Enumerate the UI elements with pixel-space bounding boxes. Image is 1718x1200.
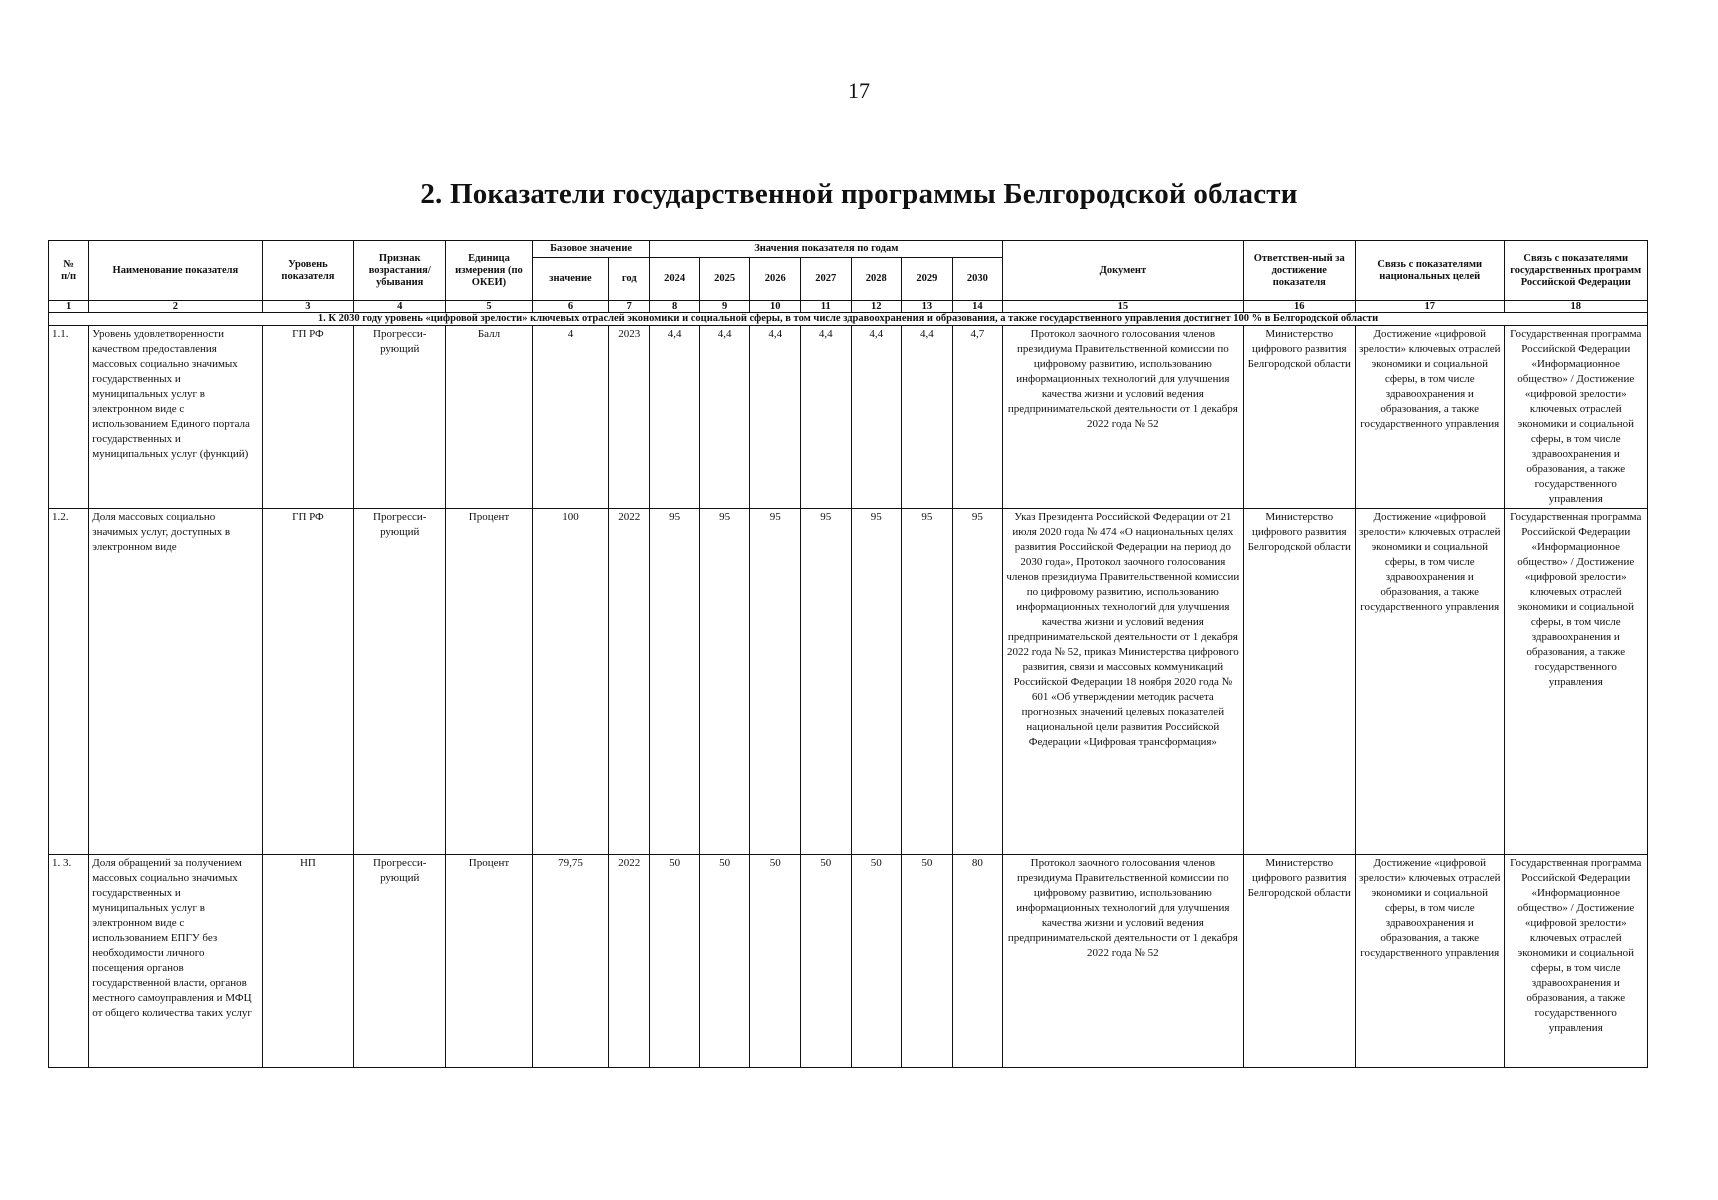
header-national-link: Связь с показателями национальных целей (1355, 241, 1504, 301)
row-base-value: 79,75 (532, 855, 608, 1068)
header-base-group: Базовое значение (532, 241, 650, 258)
row-value-2028: 50 (851, 855, 902, 1068)
header-responsible: Ответствен-ный за достижение показателя (1243, 241, 1355, 301)
table-row (49, 855, 1648, 1068)
page-number: 17 (848, 78, 870, 103)
row-value-2029: 95 (902, 509, 953, 855)
row-value-2028: 95 (851, 509, 902, 855)
row-national-link: Достижение «цифровой зрелости» ключевых отраслей экономики и социальной сферы, в том числе здравоохранения и образования, а также государственного управления (1355, 509, 1504, 855)
row-value-2024: 95 (650, 509, 700, 855)
section-title: 1. К 2030 году уровень «цифровой зрелости» ключевых отраслей экономики и социальной сферы, в том числе здравоохранения и образования, а также государственного управления достигнет 100 % в Белгородской области (49, 313, 1648, 326)
column-number: 4 (354, 301, 446, 313)
column-number: 8 (650, 301, 700, 313)
row-value-2025: 50 (699, 855, 750, 1068)
row-national-link: Достижение «цифровой зрелости» ключевых отраслей экономики и социальной сферы, в том числе здравоохранения и образования, а также государственного управления (1355, 855, 1504, 1068)
header-num: № п/п (49, 241, 89, 301)
header-year-2029: 2029 (902, 258, 953, 301)
table-header (49, 241, 1648, 301)
row-value-2030: 4,7 (952, 326, 1003, 509)
header-name: Наименование показателя (89, 241, 262, 301)
row-value-2029: 50 (902, 855, 953, 1068)
document-title: 2. Показатели государственной программы Белгородской области (420, 178, 1298, 210)
column-numbers-row (49, 301, 1648, 313)
row-value-2029: 4,4 (902, 326, 953, 509)
row-unit: Балл (446, 326, 533, 509)
column-number: 17 (1355, 301, 1504, 313)
row-value-2025: 95 (699, 509, 750, 855)
row-document: Протокол заочного голосования членов президиума Правительственной комиссии по цифровому развитию, использованию информационных технологий для улучшения качества жизни и условий ведения предпринимательской деятельности от 1 декабря 2022 года № 52 (1003, 855, 1243, 1068)
row-name: Уровень удовлетворенности качеством предоставления массовых социально значимых государственных и муниципальных услуг в электронном виде с использованием Единого портала государственных и муниципальных услуг (функций) (89, 326, 262, 509)
header-year-2027: 2027 (800, 258, 851, 301)
header-base-value: значение (532, 258, 608, 301)
row-base-year: 2022 (609, 509, 650, 855)
row-base-year: 2023 (609, 326, 650, 509)
row-sign: Прогресси-рующий (354, 855, 446, 1068)
row-value-2027: 4,4 (800, 326, 851, 509)
column-number: 11 (800, 301, 851, 313)
table-row (49, 509, 1648, 855)
row-federal-link: Государственная программа Российской Федерации «Информационное общество» / Достижение «цифровой зрелости» ключевых отраслей экономики и социальной сферы, в том числе здравоохранения и образования, а также государственного управления (1504, 509, 1647, 855)
row-level: ГП РФ (262, 509, 354, 855)
header-level: Уровень показателя (262, 241, 354, 301)
header-years-group: Значения показателя по годам (650, 241, 1003, 258)
row-level: ГП РФ (262, 326, 354, 509)
section-row (49, 313, 1648, 326)
row-value-2030: 95 (952, 509, 1003, 855)
row-num: 1.1. (49, 326, 89, 509)
row-base-value: 4 (532, 326, 608, 509)
row-unit: Процент (446, 509, 533, 855)
row-value-2024: 50 (650, 855, 700, 1068)
row-national-link: Достижение «цифровой зрелости» ключевых отраслей экономики и социальной сферы, в том числе здравоохранения и образования, а также государственного управления (1355, 326, 1504, 509)
header-base-year: год (609, 258, 650, 301)
header-sign: Признак возрастания/ убывания (354, 241, 446, 301)
column-number: 1 (49, 301, 89, 313)
row-num: 1. 3. (49, 855, 89, 1068)
header-year-2024: 2024 (650, 258, 700, 301)
row-value-2027: 50 (800, 855, 851, 1068)
row-sign: Прогресси-рующий (354, 509, 446, 855)
column-number: 3 (262, 301, 354, 313)
row-responsible: Министерство цифрового развития Белгородской области (1243, 509, 1355, 855)
column-number: 13 (902, 301, 953, 313)
row-value-2025: 4,4 (699, 326, 750, 509)
row-level: НП (262, 855, 354, 1068)
column-number: 15 (1003, 301, 1243, 313)
row-base-year: 2022 (609, 855, 650, 1068)
header-year-2028: 2028 (851, 258, 902, 301)
row-value-2026: 4,4 (750, 326, 801, 509)
row-federal-link: Государственная программа Российской Федерации «Информационное общество» / Достижение «цифровой зрелости» ключевых отраслей экономики и социальной сферы, в том числе здравоохранения и образования, а также государственного управления (1504, 855, 1647, 1068)
row-sign: Прогресси-рующий (354, 326, 446, 509)
table-row (49, 326, 1648, 509)
row-value-2030: 80 (952, 855, 1003, 1068)
header-year-2030: 2030 (952, 258, 1003, 301)
indicators-table (48, 240, 1648, 1068)
row-responsible: Министерство цифрового развития Белгородской области (1243, 326, 1355, 509)
header-year-2025: 2025 (699, 258, 750, 301)
row-federal-link: Государственная программа Российской Федерации «Информационное общество» / Достижение «цифровой зрелости» ключевых отраслей экономики и социальной сферы, в том числе здравоохранения и образования, а также государственного управления (1504, 326, 1647, 509)
row-value-2028: 4,4 (851, 326, 902, 509)
column-number: 2 (89, 301, 262, 313)
column-number: 14 (952, 301, 1003, 313)
row-name: Доля массовых социально значимых услуг, доступных в электронном виде (89, 509, 262, 855)
row-document: Указ Президента Российской Федерации от 21 июля 2020 года № 474 «О национальных целях развития Российской Федерации на период до 2030 года», Протокол заочного голосования членов президиума Правительственной комиссии по цифровому развитию, использованию информационных технологий для улучшения качества жизни и условий ведения предпринимательской деятельности от 1 декабря 2022 года № 52, приказ Министерства цифрового развития, связи и массовых коммуникаций Российской Федерации 18 ноября 2020 года № 601 «Об утверждении методик расчета прогнозных значений целевых показателей национальной цели развития Российской Федерации «Цифровая трансформация» (1003, 509, 1243, 855)
row-value-2024: 4,4 (650, 326, 700, 509)
row-responsible: Министерство цифрового развития Белгородской области (1243, 855, 1355, 1068)
header-document: Документ (1003, 241, 1243, 301)
column-number: 10 (750, 301, 801, 313)
header-unit: Единица измерения (по ОКЕИ) (446, 241, 533, 301)
column-number: 7 (609, 301, 650, 313)
row-name: Доля обращений за получением массовых социально значимых государственных и муниципальных услуг в электронном виде с использованием ЕПГУ без необходимости личного посещения органов государственной власти, органов местного самоуправления и МФЦ от общего количества таких услуг (89, 855, 262, 1068)
column-number: 5 (446, 301, 533, 313)
column-number: 16 (1243, 301, 1355, 313)
row-value-2027: 95 (800, 509, 851, 855)
column-number: 18 (1504, 301, 1647, 313)
column-number: 6 (532, 301, 608, 313)
row-value-2026: 50 (750, 855, 801, 1068)
header-federal-link: Связь с показателями государственных программ Российской Федерации (1504, 241, 1647, 301)
column-number: 9 (699, 301, 750, 313)
row-document: Протокол заочного голосования членов президиума Правительственной комиссии по цифровому развитию, использованию информационных технологий для улучшения качества жизни и условий ведения предпринимательской деятельности от 1 декабря 2022 года № 52 (1003, 326, 1243, 509)
row-base-value: 100 (532, 509, 608, 855)
row-num: 1.2. (49, 509, 89, 855)
row-unit: Процент (446, 855, 533, 1068)
header-year-2026: 2026 (750, 258, 801, 301)
column-number: 12 (851, 301, 902, 313)
row-value-2026: 95 (750, 509, 801, 855)
